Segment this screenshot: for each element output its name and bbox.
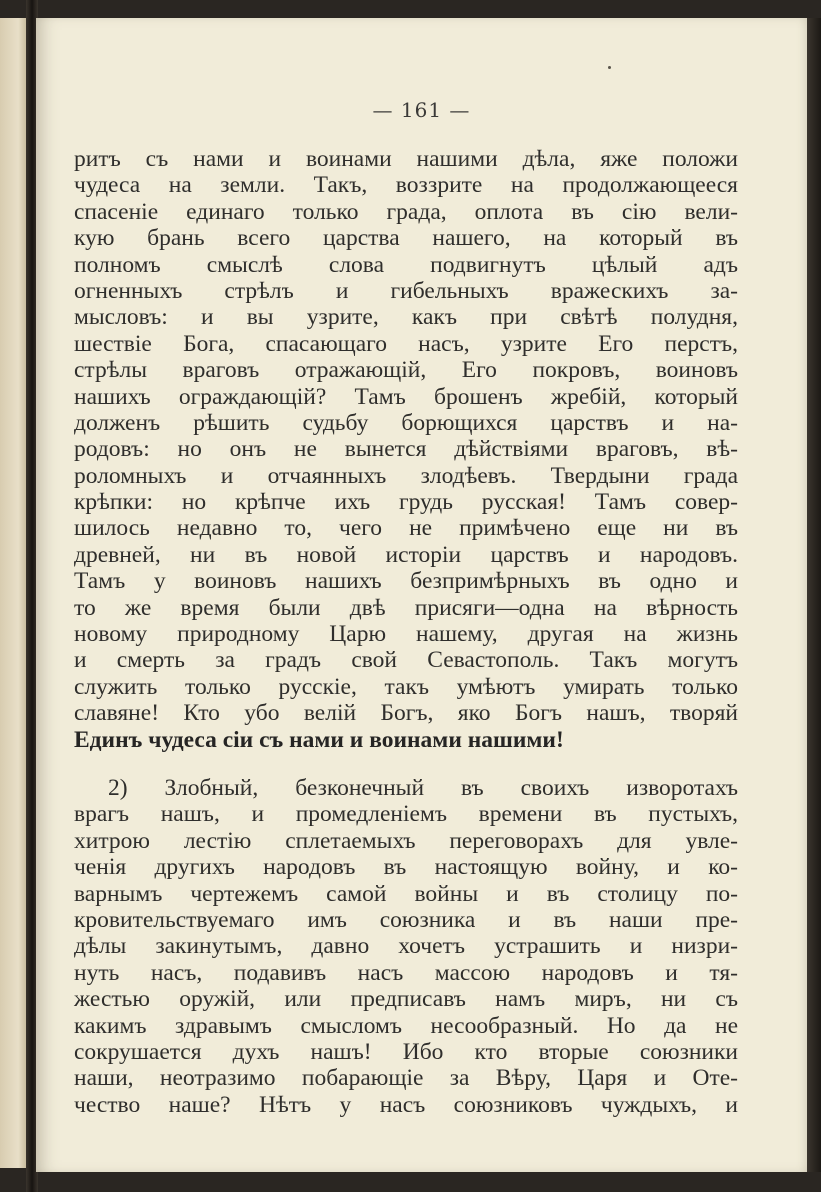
previous-page-edge — [0, 18, 26, 1168]
text-line: варнымъ чертежемъ самой войны и въ столицу по- — [74, 880, 738, 907]
text-line: наши, неотразимо побарающіе за Вѣру, Царя и Оте- — [74, 1065, 738, 1092]
text-line: роломныхъ и отчаянныхъ злодѣевъ. Твердыни града — [74, 462, 738, 489]
text-line: ченія другихъ народовъ въ настоящую войну, и ко- — [74, 854, 738, 881]
page-right-edge — [807, 18, 821, 1172]
text-line: мысловъ: и вы узрите, какъ при свѣтѣ полудня, — [74, 304, 738, 331]
text-line: служить только русскіе, такъ умѣютъ умирать только — [74, 673, 738, 700]
text-line: кровительствуемаго имъ союзника и въ наши пре- — [74, 906, 738, 933]
text-line: сокрушается духъ нашъ! Ибо кто вторые союзники — [74, 1038, 738, 1065]
text-line: дѣлы закинутымъ, давно хочетъ устрашить и низри- — [74, 933, 738, 960]
text-line: хитрою лестію сплетаемыхъ переговорахъ для увле- — [74, 827, 738, 854]
text-line: долженъ рѣшить судьбу борющихся царствъ и на- — [74, 409, 738, 436]
page-number: — 161 — — [372, 98, 471, 122]
text-line: какимъ здравымъ смысломъ несообразный. Но да не — [74, 1012, 738, 1039]
text-line: крѣпки: но крѣпче ихъ грудь русская! Тамъ совер- — [74, 489, 738, 516]
text-line: жестью оружій, или предписавъ намъ миръ, ни съ — [74, 986, 738, 1013]
text-line: шествіе Бога, спасающаго насъ, узрите Его перстъ, — [74, 330, 738, 357]
text-line: спасеніе единаго только града, оплота въ сію вели- — [74, 198, 738, 225]
paper-speck — [608, 66, 611, 69]
text-line: полномъ смыслѣ слова подвигнутъ цѣлый адъ — [74, 251, 738, 278]
paragraph-2 — [74, 775, 738, 1118]
text-line: чудеса на земли. Такъ, воззрите на продолжающееся — [74, 172, 738, 199]
paragraph-spacing — [74, 753, 738, 775]
text-line: то же время были двѣ присяги—одна на вѣрность — [74, 594, 738, 621]
text-line: кую брань всего царства нашего, на который въ — [74, 225, 738, 252]
text-line: огненныхъ стрѣлъ и гибельныхъ вражескихъ за- — [74, 277, 738, 304]
text-line: новому природному Царю нашему, другая на жизнь — [74, 621, 738, 648]
text-line: Тамъ у воиновъ нашихъ безпримѣрныхъ въ одно и — [74, 568, 738, 595]
text-line: нашихъ ограждающій? Тамъ брошенъ жребій, который — [74, 383, 738, 410]
paragraph-1 — [74, 146, 738, 753]
text-line: врагъ нашъ, и промедленіемъ времени въ пустыхъ, — [74, 801, 738, 828]
text-line-emphasis: славяне! Кто убо велій Богъ, яко Богъ нашъ, творяй — [74, 700, 738, 727]
text-line: и смерть за градъ свой Севастополь. Такъ могутъ — [74, 647, 738, 674]
text-line: 2) Злобный, безконечный въ своихъ изворотахъ — [108, 774, 738, 801]
text-line: ритъ съ нами и воинами нашими дѣла, яже положи — [74, 146, 738, 172]
text-line-emphasis: Единъ чудеса сіи съ нами и воинами нашими! — [74, 726, 564, 753]
text-line: древней, ни въ новой исторіи царствъ и народовъ. — [74, 541, 738, 568]
text-line: чество наше? Нѣтъ у насъ союзниковъ чуждыхъ, и — [74, 1091, 738, 1118]
text-line: шилось недавно то, чего не примѣчено еще ни въ — [74, 515, 738, 542]
text-line: родовъ: но онъ не вынется дѣйствіями враговъ, вѣ- — [74, 436, 738, 463]
text-line: нуть насъ, подавивъ насъ массою народовъ и тя- — [74, 959, 738, 986]
text-line: стрѣлы враговъ отражающій, Его покровъ, воиновъ — [74, 357, 738, 384]
body-text — [74, 146, 738, 1118]
book-page — [36, 18, 807, 1172]
